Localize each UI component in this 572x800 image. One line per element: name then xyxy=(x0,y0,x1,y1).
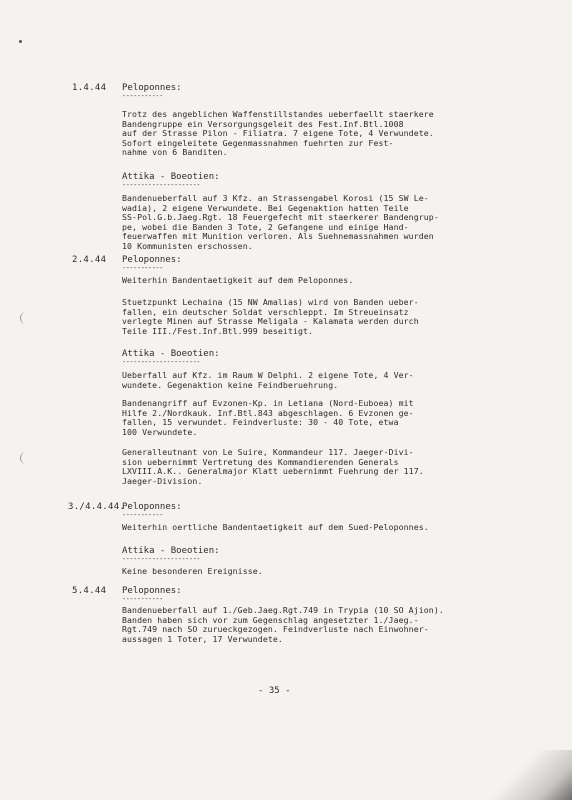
heading-underline: ----------- xyxy=(122,595,163,603)
heading-underline: --------------------- xyxy=(122,555,201,563)
heading-underline: ----------- xyxy=(122,264,163,272)
scan-edge-shadow xyxy=(482,750,572,800)
region-heading: Peloponnes: xyxy=(122,502,182,512)
heading-underline: ----------- xyxy=(122,511,163,519)
report-paragraph: Stuetzpunkt Lechaina (15 NW Amalias) wird von Banden ueber- fallen, ein deutscher Soldat verschleppt. Im Streueinsatz verlegte Minen auf Strasse Meligala - Kalamata werden durch Teile III./Fest.Inf.Btl.999 beseitigt. xyxy=(122,297,419,336)
report-paragraph: Weiterhin oertliche Bandentaetigkeit auf dem Sued-Peloponnes. xyxy=(122,522,429,532)
report-paragraph: Bandenueberfall auf 1./Geb.Jaeg.Rgt.749 in Trypia (10 SO Ajion). Banden haben sich vor zum Gegenschlag angesetzter 1./Jaeg.- Rgt.749 nach SO zurueckgezogen. Feindverluste nach Einwohner- aussagen 1 Toter, 17 Verwundete. xyxy=(122,605,444,644)
entry-date: 3./4.4.44. xyxy=(68,502,126,512)
page-number: - 35 - xyxy=(258,686,291,696)
report-paragraph: Generalleutnant von Le Suire, Kommandeur 117. Jaeger-Divi- sion uebernimmt Vertretung des Kommandierenden Generals LXVIII.A.K.. Generalmajor Klatt uebernimmt Fuehrung der 117. Jaeger-Division. xyxy=(122,447,424,486)
heading-underline: ----------- xyxy=(122,92,163,100)
report-paragraph: Bandenangriff auf Evzonen-Kp. in Letiana (Nord-Euboea) mit Hilfe 2./Nordkauk. Inf.Btl.843 abgeschlagen. 6 Evzonen ge- fallen, 15 verwundet. Feindverluste: 30 - 40 Tote, etwa 100 Verwundete. xyxy=(122,398,414,437)
report-paragraph: Bandenueberfall auf 3 Kfz. an Strassengabel Korosi (15 SW Le- wadia), 2 eigene Verwundete. Bei Gegenaktion hatten Teile SS-Pol.G.b.Jaeg.Rgt. 18 Feuergefecht mit staerkerer Bandengrup- pe, wobei die Banden 3 Tote, 2 Gefangene und einige Hand- feuerwaffen mit Munition verloren. Als Suehnemassnahmen wurden 10 Kommunisten erschossen. xyxy=(122,193,439,251)
region-heading: Attika - Boeotien: xyxy=(122,349,220,359)
entry-date: 5.4.44 xyxy=(72,586,107,596)
region-heading: Peloponnes: xyxy=(122,255,182,265)
heading-underline: --------------------- xyxy=(122,181,201,189)
region-heading: Attika - Boeotien: xyxy=(122,172,220,182)
scan-speck xyxy=(19,40,22,43)
punch-hole-mark xyxy=(20,452,29,464)
entry-date: 2.4.44 xyxy=(72,255,107,265)
report-paragraph: Ueberfall auf Kfz. im Raum W Delphi. 2 eigene Tote, 4 Ver- wundete. Gegenaktion keine Feindberuehrung. xyxy=(122,370,414,390)
report-paragraph: Weiterhin Bandentaetigkeit auf dem Peloponnes. xyxy=(122,275,354,285)
region-heading: Attika - Boeotien: xyxy=(122,546,220,556)
entry-date: 1.4.44 xyxy=(72,83,107,93)
report-paragraph: Keine besonderen Ereignisse. xyxy=(122,566,263,576)
report-paragraph: Trotz des angeblichen Waffenstillstandes ueberfaellt staerkere Bandengruppe ein Versorgungsgeleit des Fest.Inf.Btl.1008 auf der Strasse Pilon - Filiatra. 7 eigene Tote, 4 Verwundete. Sofort eingeleitete Gegenmassnahmen fuehrten zur Fest- nahme von 6 Banditen. xyxy=(122,109,434,158)
heading-underline: --------------------- xyxy=(122,358,201,366)
region-heading: Peloponnes: xyxy=(122,83,182,93)
punch-hole-mark xyxy=(20,312,29,324)
region-heading: Peloponnes: xyxy=(122,586,182,596)
